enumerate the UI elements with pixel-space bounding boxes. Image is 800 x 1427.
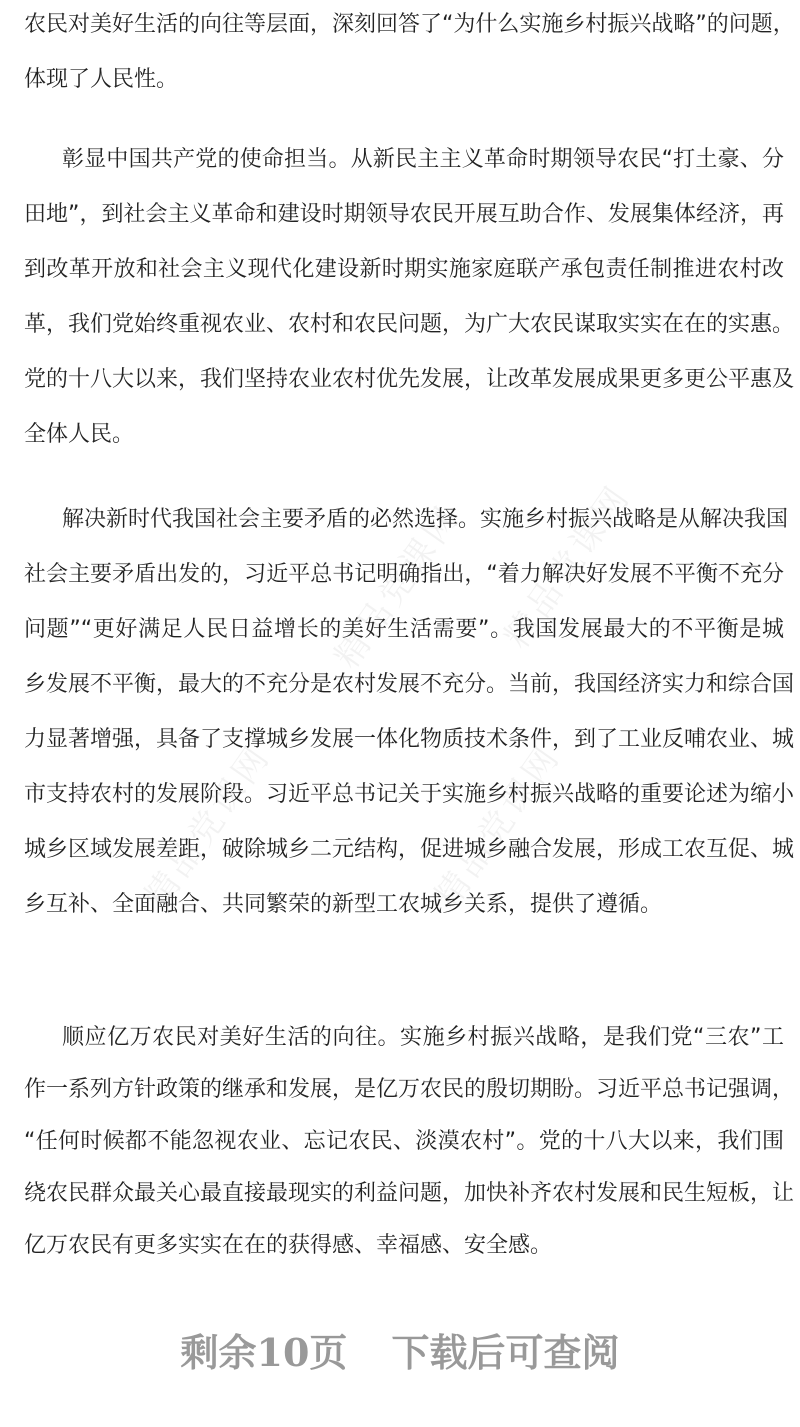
paragraph-line: 田地”，到社会主义革命和建设时期领导农民开展互助合作、发展集体经济，再 bbox=[24, 202, 784, 227]
paragraph-line: 体现了人民性。 bbox=[24, 67, 179, 92]
paragraph-line: 革，我们党始终重视农业、农村和农民问题，为广大农民谋取实实在在的实惠。 bbox=[24, 312, 795, 337]
remaining-pages-banner[interactable] bbox=[0, 1322, 800, 1377]
paragraph-line: 亿万农民有更多实实在在的获得感、幸福感、安全感。 bbox=[24, 1233, 553, 1258]
paragraph-line: “任何时候都不能忽视农业、忘记农民、淡漠农村”。党的十八大以来，我们围 bbox=[24, 1129, 784, 1154]
paragraph-line: 农民对美好生活的向往等层面，深刻回答了“为什么实施乡村振兴战略”的问题， bbox=[24, 12, 795, 37]
paragraph-line: 问题”“更好满足人民日益增长的美好生活需要”。我国发展最大的不平衡是城 bbox=[24, 617, 784, 642]
paragraph-line: 社会主要矛盾出发的，习近平总书记明确指出，“着力解决好发展不平衡不充分 bbox=[24, 562, 784, 587]
paragraph-line: 城乡区域发展差距，破除城乡二元结构，促进城乡融合发展，形成工农互促、城 bbox=[24, 837, 795, 862]
remaining-pages-text: 剩余10页 bbox=[180, 1330, 348, 1375]
paragraph-line: 市支持农村的发展阶段。习近平总书记关于实施乡村振兴战略的重要论述为缩小 bbox=[24, 782, 795, 807]
paragraph-line: 作一系列方针政策的继承和发展，是亿万农民的殷切期盼。习近平总书记强调， bbox=[24, 1077, 795, 1102]
download-to-view-text: 下载后可查阅 bbox=[391, 1330, 620, 1375]
paragraph-line: 顺应亿万农民对美好生活的向往。实施乡村振兴战略，是我们党“三农”工 bbox=[62, 1025, 784, 1050]
paragraph-line: 乡互补、全面融合、共同繁荣的新型工农城乡关系，提供了遵循。 bbox=[24, 892, 663, 917]
paragraph-line: 力显著增强，具备了支撑城乡发展一体化物质技术条件，到了工业反哺农业、城 bbox=[24, 727, 795, 752]
paragraph-line: 彰显中国共产党的使命担当。从新民主主义革命时期领导农民“打土豪、分 bbox=[62, 147, 784, 172]
paragraph-line: 乡发展不平衡，最大的不充分是农村发展不充分。当前，我国经济实力和综合国 bbox=[24, 672, 795, 697]
paragraph-line: 解决新时代我国社会主要矛盾的必然选择。实施乡村振兴战略是从解决我国 bbox=[62, 507, 789, 532]
paragraph-line: 到改革开放和社会主义现代化建设新时期实施家庭联产承包责任制推进农村改 bbox=[24, 257, 784, 282]
paragraph-line: 绕农民群众最关心最直接最现实的利益问题，加快补齐农村发展和民生短板，让 bbox=[24, 1181, 795, 1206]
paragraph-line: 党的十八大以来，我们坚持农业农村优先发展，让改革发展成果更多更公平惠及 bbox=[24, 367, 795, 392]
paragraph-line: 全体人民。 bbox=[24, 422, 135, 447]
